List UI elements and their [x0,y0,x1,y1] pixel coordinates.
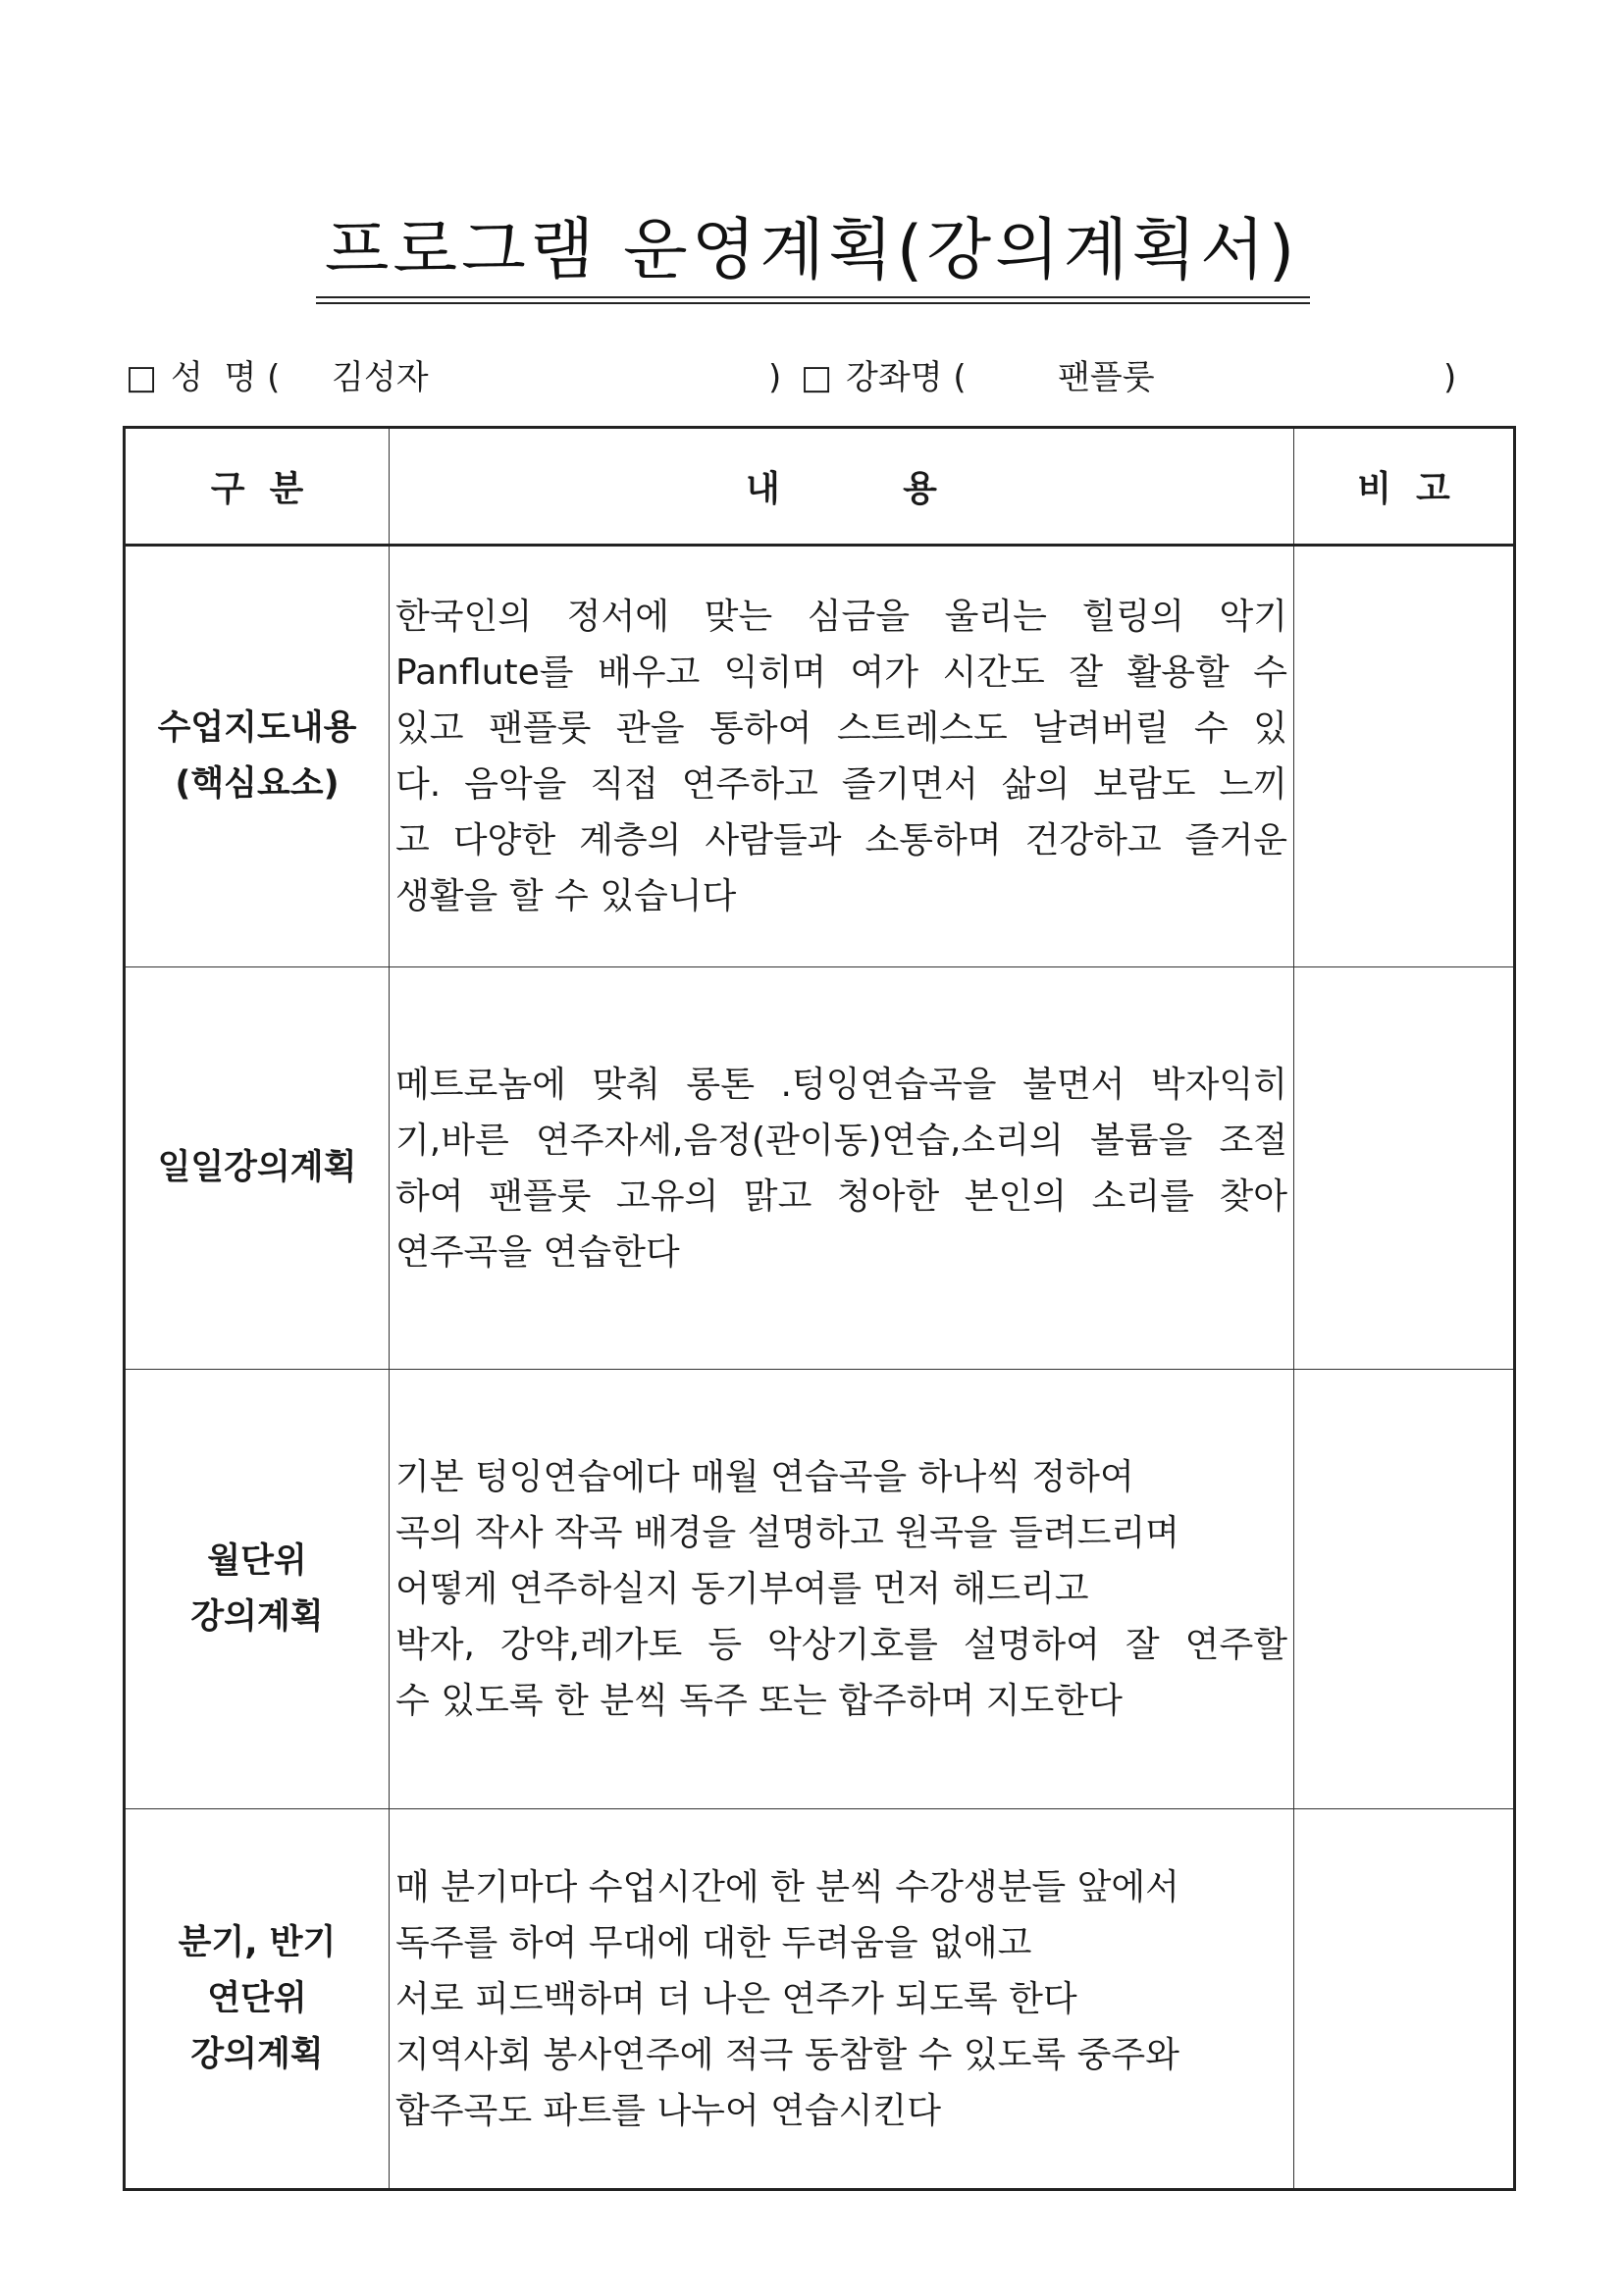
table-header-row [125,428,1515,546]
course-close-paren: ) [1443,358,1457,397]
table-row [125,546,1515,967]
content-line: Panflute를 배우고 익히며 여가 시간도 잘 활용할 수 [395,652,1287,693]
title-double-underline [316,296,1310,304]
info-row [126,356,1480,399]
table-row [125,1809,1515,2190]
category-line: 분기, 반기 [178,1922,337,1962]
row-note [1294,1370,1515,1809]
content-line: 어떻게 연주하실지 동기부여를 먼저 해드리고 [395,1569,1089,1609]
category-line: 강의계획 [190,2034,324,2074]
row-category [125,1370,390,1809]
name-close-paren: ) [768,358,782,397]
row-content [390,546,1294,967]
category-line: 일일강의계획 [157,1148,357,1187]
content-line: 하여 팬플룻 고유의 맑고 청아한 본인의 소리를 찾아 [395,1175,1287,1217]
content-line: 박자, 강약,레가토 등 악상기호를 설명하여 잘 연주할 [395,1625,1287,1665]
header-content: 내 용 [390,428,1294,546]
category-line: (핵심요소) [175,764,340,804]
content-line: 기,바른 연주자세,음정(관이동)연습,소리의 볼륨을 조절 [395,1120,1287,1161]
name-label: 성 명 ( [171,358,281,397]
content-line: 독주를 하여 무대에 대한 두려움을 없애고 [395,1922,1032,1963]
content-line: 합주곡도 파트를 나누어 연습시킨다 [395,2090,941,2131]
table-row [125,1370,1515,1809]
row-note [1294,1809,1515,2190]
name-value: 김성자 [332,358,429,397]
content-line: 메트로놈에 맞춰 롱톤 .텅잉연습곡을 불면서 박자익히 [395,1064,1287,1105]
course-checkbox-mark: □ [801,358,833,397]
row-note [1294,546,1515,967]
content-line: 고 다양한 계층의 사람들과 소통하며 건강하고 즐거운 [395,820,1287,861]
content-line: 생활을 할 수 있습니다 [395,876,737,916]
content-line: 있고 팬플룻 관을 통하여 스트레스도 날려버릴 수 있 [395,708,1287,749]
category-line: 연단위 [207,1978,307,2018]
content-line: 매 분기마다 수업시간에 한 분씩 수강생분들 앞에서 [395,1866,1179,1907]
header-category: 구 분 [125,428,390,546]
content-line: 지역사회 봉사연주에 적극 동참할 수 있도록 중주와 [395,2034,1179,2075]
row-content [390,1370,1294,1809]
category-line: 수업지도내용 [157,708,357,748]
course-value: 팬플룻 [1058,358,1155,397]
category-line: 월단위 [207,1540,307,1581]
category-line: 강의계획 [190,1596,324,1637]
content-line: 한국인의 정서에 맞는 심금을 울리는 힐링의 악기 [395,597,1287,637]
content-line: 서로 피드백하며 더 나은 연주가 되도록 한다 [395,1978,1077,2019]
row-note [1294,967,1515,1370]
content-line: 기본 텅잉연습에다 매월 연습곡을 하나씩 정하여 [395,1457,1134,1497]
row-content [390,1809,1294,2190]
page-title: 프로그램 운영계획(강의계획서) [324,212,1299,289]
content-line: 수 있도록 한 분씩 독주 또는 합주하며 지도한다 [395,1681,1123,1721]
content-line: 곡의 작사 작곡 배경을 설명하고 원곡을 들려드리며 [395,1513,1179,1553]
table-row [125,967,1515,1370]
course-label: 강좌명 ( [846,358,967,397]
header-note: 비 고 [1294,428,1515,546]
content-line: 연주곡을 연습한다 [395,1231,680,1273]
row-category [125,967,390,1370]
row-category [125,546,390,967]
name-checkbox-mark: □ [126,358,158,397]
content-line: 다. 음악을 직접 연주하고 즐기면서 삶의 보람도 느끼 [395,764,1287,805]
row-category [125,1809,390,2190]
row-content [390,967,1294,1370]
lecture-plan-table [123,426,1516,2191]
